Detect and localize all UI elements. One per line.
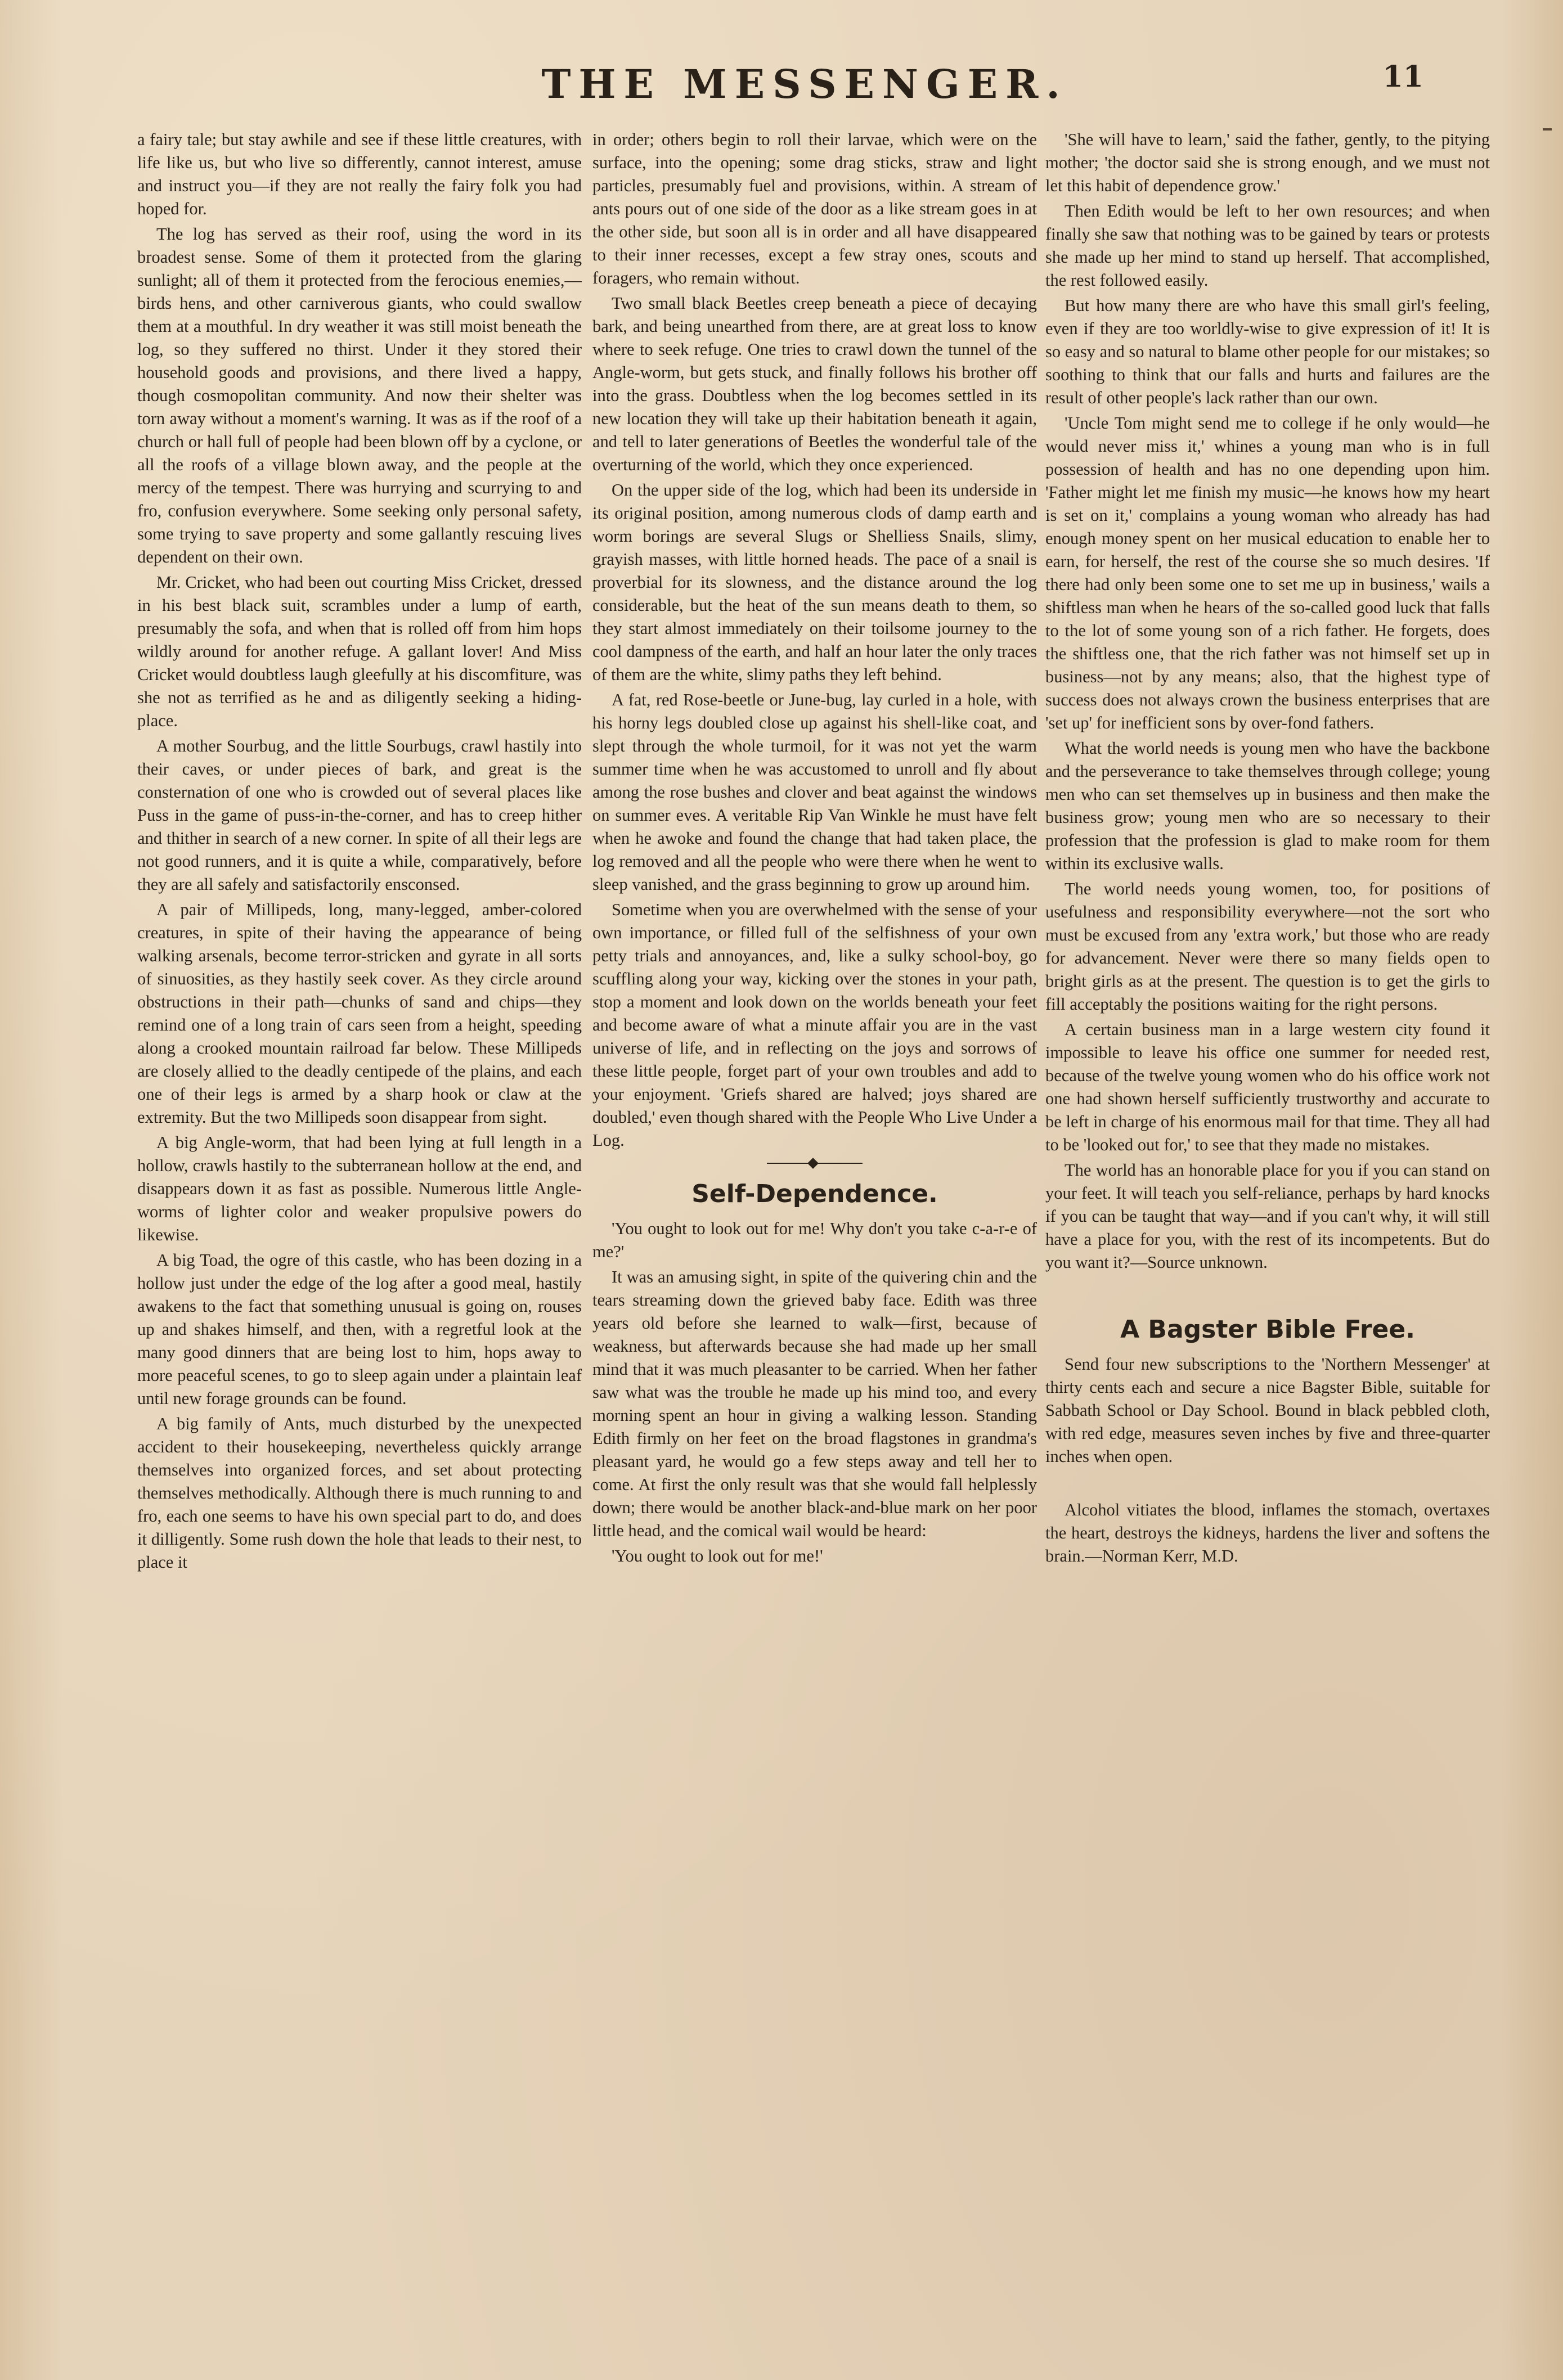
article-heading: A Bagster Bible Free. (1120, 1315, 1415, 1344)
paragraph: Then Edith would be left to her own resources; and when finally she saw that nothing was to be gained by tears or protests she made up her mind to stand up herself. That accomplished, the rest followed easily. (1045, 201, 1490, 290)
paragraph: 'You ought to look out for me!' (612, 1546, 823, 1565)
paragraph: 'Uncle Tom might send me to college if he only would—he would never miss it,' whines a young man who is in full possession of health and has no one depending upon him. 'Father might let me finish my music—he knows how my heart is set on it,' complains a young woman who already has had enough money spent on her musical education to enable her to earn, for herself, the rest of the course she so much desires. 'If there had only been some one to set me up in business,' wails a shiftless man when he hears of the so-called good luck that falls to the lot of some young son of a rich father. He forgets, does the shiftless one, that the rich father was not himself set up in business—not by any means; also, that the highest type of success does not always crown the business enterprises that are 'set up' for inefficient sons by over-fond fathers. (1045, 413, 1490, 732)
paragraph: What the world needs is young men who have the backbone and the perseverance to take themselves through college; young men who can set themselves up in business and then make the business grow; young men who are so necessary to their profession that the profession is glad to make room for them within its exclusive walls. (1045, 739, 1490, 873)
article-heading: Self-Dependence. (691, 1180, 938, 1208)
paragraph: The world has an honorable place for you if you can stand on your feet. It will teach you self-reliance, perhaps by hard knocks if you can be taught that way—and if you can't why, it will still have a place for you, with the rest of its incompetents. But do you want it?—Source unknown. (1045, 1160, 1490, 1272)
paragraph: A big Angle-worm, that had been lying at full length in a hollow, crawls hastily to the subterranean hollow at the end, and disappears down it as fast as possible. Numerous little Angle-worms of lighter color and weaker propulsive powers do likewise. (137, 1133, 582, 1244)
paragraph: It was an amusing sight, in spite of the quivering chin and the tears streaming down the grieved baby face. Edith was three years old before she learned to walk—first, because of weakness, but afterwards because she had made up her small mind that it was much pleasanter to be carried. When her father saw what was the trouble he made up his mind too, and every morning spent an hour in giving a walking lesson. Standing Edith firmly on her feet on the broad flagstones in grandma's pleasant yard, he would go a few steps away and tell her to come. At first the only result was that she would fall helplessly down; there would be another black-and-blue mark on her poor little head, and the comical wail would be heard: (592, 1267, 1037, 1540)
paragraph: A pair of Millipeds, long, many-legged, amber-colored creatures, in spite of their having the appearance of being walking arsenals, become terror-stricken and gyrate in all sorts of sinuosities, as they hastily seek cover. As they circle around obstructions in their path—chunks of sand and chips—they remind one of a long train of cars seen from a height, speeding along a crooked mountain railroad far below. These Millipeds are closely allied to the deadly centipede of the plains, and each one of their legs is armed by a sharp hook or claw at the extremity. But the two Millipeds soon disappear from sight. (137, 900, 582, 1127)
text-column-3 (1045, 128, 1490, 2322)
paragraph: A big family of Ants, much disturbed by the unexpected accident to their housekeeping, nevertheless quickly arrange themselves into organized forces, and set about protecting themselves methodically. Although there is much running to and fro, each one seems to have his own special part to do, and does it dilligently. Some rush down the hole that leads to their nest, to place it (137, 1414, 582, 1572)
paragraph: Alcohol vitiates the blood, inflames the stomach, overtaxes the heart, destroys the kidneys, hardens the liver and softens the brain.—Norman Kerr, M.D. (1045, 1500, 1490, 1565)
paragraph: The world needs young women, too, for positions of usefulness and responsibility everywhere—not the sort who must be excused from any 'extra work,' but those who are ready for advancement. Never were there so many fields open to bright girls as at the present. The question is to get the girls to fill acceptably the positions waiting for the right persons. (1045, 879, 1490, 1014)
paragraph: But how many there are who have this small girl's feeling, even if they are too worldly-wise to give expression of it! It is so easy and so natural to blame other people for our mistakes; so soothing to think that our falls and hurts and failures are the result of other people's lack rather than our own. (1045, 296, 1490, 407)
paragraph: A fat, red Rose-beetle or June-bug, lay curled in a hole, with his horny legs doubled close up against his shell-like coat, and slept through the whole turmoil, for it was not yet the warm summer time when he was accustomed to unroll and fly about among the rose bushes and clover and beat against the windows on summer eves. A veritable Rip Van Winkle he must have felt when he awoke and found the change that had taken place, the log removed and all the people who were there when he went to sleep vanished, and the grass beginning to grow up around him. (592, 690, 1037, 894)
margin-mark (1543, 128, 1552, 131)
text-column-1 (137, 128, 582, 2322)
paragraph: 'You ought to look out for me! Why don't you take c-a-r-e of me?' (592, 1219, 1037, 1261)
paragraph: Two small black Beetles creep beneath a piece of decaying bark, and being unearthed from there, are at great loss to know where to seek refuge. One tries to crawl down the tunnel of the Angle-worm, but gets stuck, and finally follows his brother off into the grass. Doubtless when the log becomes settled in its new location they will take up their habitation beneath it again, and tell to later generations of Beetles the wonderful tale of the overturning of the world, which they once experienced. (592, 294, 1037, 474)
spacer (1045, 1276, 1490, 1304)
paragraph: A big Toad, the ogre of this castle, who has been dozing in a hollow just under the edge of the log after a good meal, hastily awakens to the fact that something unusual is going on, rouses up and shakes himself, and then, with a regretful look at the many good dinners that are being lost to him, hops away to more peaceful scenes, to go to sleep again under a plaintain leaf until new forage grounds can be found. (137, 1250, 582, 1408)
paragraph: The log has served as their roof, using the word in its broadest sense. Some of them it protected from the glaring sunlight; all of them it protected from the ferocious enemies,—birds hens, and other carniverous giants, who could swallow them at a mouthful. In dry weather it was still moist beneath the log, so they suffered no thirst. Under it they stored their household goods and provisions, and there lived a happy, though cosmopolitan community. And now their shelter was torn away without a moment's warning. It was as if the roof of a church or hall full of people had been blown off by a cyclone, or all the roofs of a village blown away, and the people at the mercy of the tempest. There was hurrying and scurrying to and fro, confusion everywhere. Some seeking only personal safety, some trying to save property and some gallantly rescuing lives dependent on their own. (137, 224, 582, 566)
masthead-title: THE MESSENGER. (541, 61, 1068, 107)
paragraph: in order; others begin to roll their larvae, which were on the surface, into the opening; some drag sticks, straw and light particles, presumably fuel and provisions, within. A stream of ants pours out of one side of the door as a like stream goes in at the other side, but soon all is in order and all have disappeared to their inner recesses, except a few stray ones, scouts and foragers, who remain without. (592, 130, 1037, 287)
spacer (1045, 1470, 1490, 1499)
paragraph: Sometime when you are overwhelmed with the sense of your own importance, or filled full of the selfishness of your own petty trials and annoyances, and, like a sulky school-boy, go scuffling along your way, kicking over the stones in your path, stop a moment and look down on the worlds beneath your feet and become aware of what a minute affair you are in the vast universe of life, and in reflecting on the joys and sorrows of these little people, forget part of your own troubles and add to your enjoyment. 'Griefs shared are halved; joys shared are doubled,' even though shared with the People Who Live Under a Log. (592, 900, 1037, 1150)
paragraph: 'She will have to learn,' said the father, gently, to the pitying mother; 'the doctor said she is strong enough, and we must not let this habit of dependence grow.' (1045, 130, 1490, 195)
paragraph: A mother Sourbug, and the little Sourbugs, crawl hastily into their caves, or under pieces of bark, and great is the consternation of one who is crowded out of several places like Puss in the game of puss-in-the-corner, and has to creep hither and thither in search of a new corner. In spite of all their legs are not good runners, and it is quite a while, comparatively, before they are all safely and satisfactorily ensconsed. (137, 736, 582, 894)
paragraph: Mr. Cricket, who had been out courting Miss Cricket, dressed in his best black suit, scrambles under a lump of earth, presumably the sofa, and when that is rolled off from him hops wildly around for another refuge. A gallant lover! And Miss Cricket would doubtless laugh gleefully at his discomfiture, was she not as terrified as he and as diligently seeking a hiding-place. (137, 573, 582, 730)
paragraph: On the upper side of the log, which had been its underside in its original position, among numerous clods of damp earth and worm borings are several Slugs or Shelliess Snails, slimy, grayish masses, with little horned heads. The pace of a snail is proverbial for its slowness, and the distance around the log considerable, but the heat of the sun means death to them, so they start almost immediately on their toilsome journey to the cool dampness of the earth, and half an hour later the only traces of them are the white, slimy paths they left behind. (592, 480, 1037, 684)
page-number: 11 (1382, 60, 1423, 94)
page-header (113, 54, 1519, 116)
section-divider (767, 1158, 863, 1169)
paragraph: A certain business man in a large western city found it impossible to leave his office one summer for needed rest, because of the twelve young women who do his office work not one had shown herself sufficiently trustworthy and accurate to be left in charge of his enormous mail for that time. They all had to be 'looked out for,' to see that they made no mistakes. (1045, 1020, 1490, 1154)
paragraph: a fairy tale; but stay awhile and see if these little creatures, with life like us, but who live so differently, cannot interest, amuse and instruct you—if they are not really the fairy folk you had hoped for. (137, 130, 582, 218)
paragraph: Send four new subscriptions to the 'Northern Messenger' at thirty cents each and secure a nice Bagster Bible, suitable for Sabbath School or Day School. Bound in black pebbled cloth, with red edge, measures seven inches by five and three-quarter inches when open. (1045, 1355, 1490, 1466)
text-column-2 (592, 128, 1037, 2322)
